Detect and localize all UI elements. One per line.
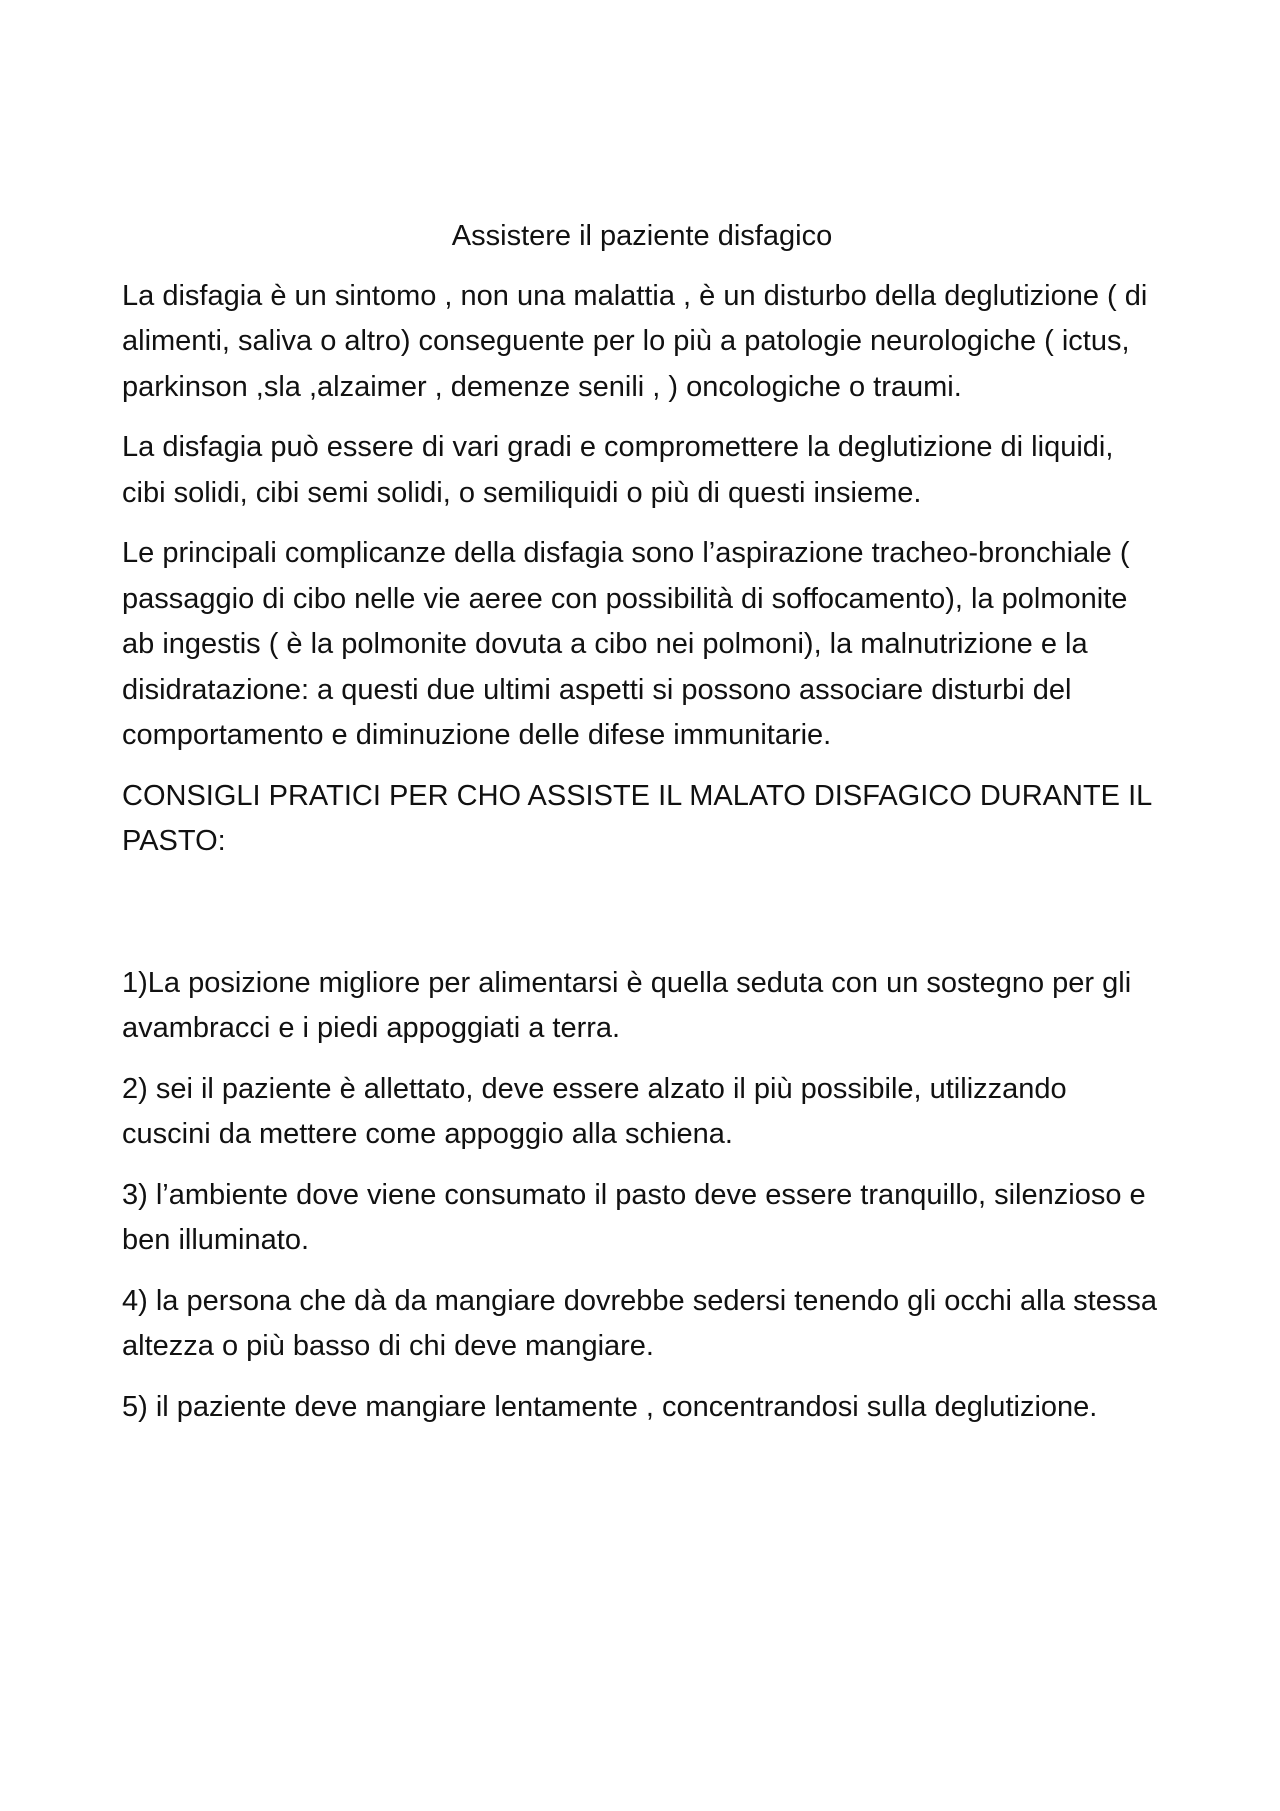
list-item: 1)La posizione migliore per alimentarsi è quella seduta con un sostegno per gli avambracci e i piedi appoggiati a terra. — [122, 966, 1132, 1044]
list-item: 4) la persona che dà da mangiare dovrebbe sedersi tenendo gli occhi alla stessa altezza o più basso di chi deve mangiare. — [122, 1284, 1157, 1362]
document-body — [122, 214, 1162, 1445]
list-item: 3) l’ambiente dove viene consumato il pasto deve essere tranquillo, silenzioso e ben illuminato. — [122, 1178, 1146, 1256]
paragraph-degrees: La disfagia può essere di vari gradi e compromettere la deglutizione di liquidi, cibi solidi, cibi semi solidi, o semiliquidi o più di questi insieme. — [122, 431, 1114, 509]
blank-space — [122, 865, 1162, 961]
section-heading: CONSIGLI PRATICI PER CHO ASSISTE IL MALATO DISFAGICO DURANTE IL PASTO: — [122, 779, 1152, 857]
document-title: Assistere il paziente disfagico — [451, 220, 833, 252]
list-item: 5) il paziente deve mangiare lentamente , concentrandosi sulla deglutizione. — [122, 1390, 1098, 1423]
paragraph-definition: La disfagia è un sintomo , non una malattia , è un disturbo della deglutizione ( di alimenti, saliva o altro) conseguente per lo più a patologie neurologiche ( ictus, parkinson ,sla ,alzaimer , demenze senili , ) oncologiche o traumi. — [122, 279, 1148, 403]
paragraph-complications: Le principali complicanze della disfagia sono l’aspirazione tracheo-bronchiale ( passaggio di cibo nelle vie aeree con possibilità di soffocamento), la polmonite ab ingestis ( è la polmonite dovuta a cibo nei polmoni), la malnutrizione e la disidratazione: a questi due ultimi aspetti si possono associare disturbi del comportamento e diminuzione delle difese immunitarie. — [122, 537, 1130, 751]
list-item: 2) sei il paziente è allettato, deve essere alzato il più possibile, utilizzando cuscini da mettere come appoggio alla schiena. — [122, 1072, 1067, 1150]
